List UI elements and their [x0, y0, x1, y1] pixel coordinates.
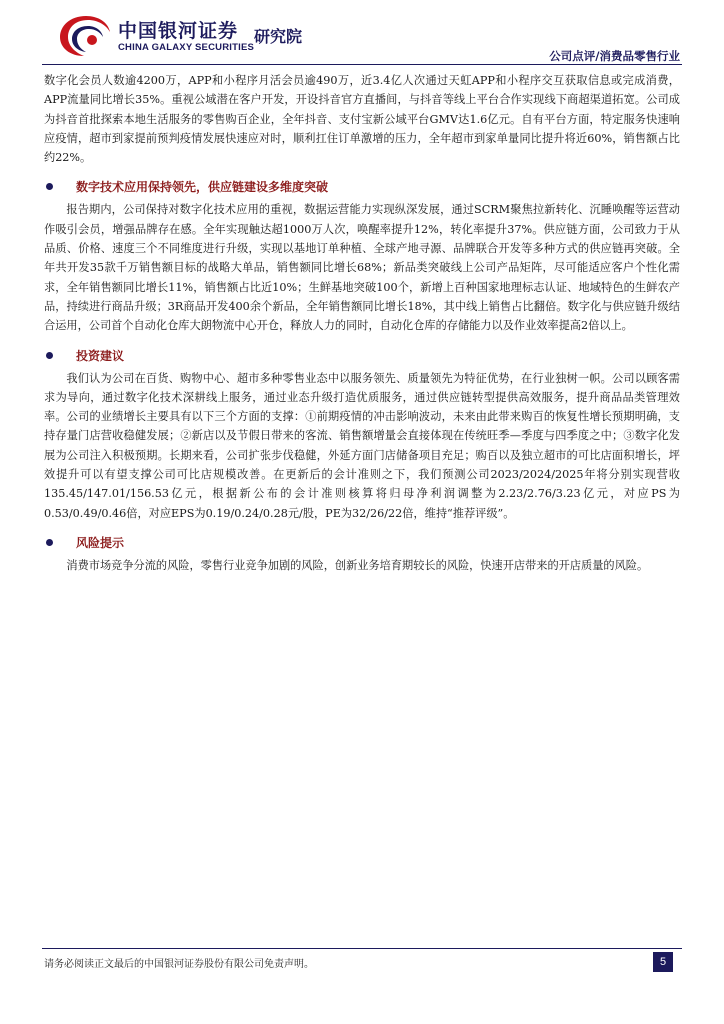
section-heading — [44, 533, 680, 553]
page-header — [0, 0, 724, 70]
section-title-investment: 投资建议 — [76, 348, 125, 363]
section-heading — [44, 346, 680, 366]
bullet-icon — [46, 539, 53, 546]
section-title-digital: 数字技术应用保持领先，供应链建设多维度突破 — [76, 180, 329, 195]
brand-name-en: CHINA GALAXY SECURITIES — [118, 42, 255, 53]
institute-label: 研究院 — [254, 27, 303, 46]
page-number: 5 — [653, 952, 673, 972]
bullet-icon — [46, 352, 53, 359]
header-divider — [42, 64, 682, 65]
galaxy-logo-icon — [58, 12, 114, 58]
section-title-risk: 风险提示 — [76, 535, 125, 550]
section-paragraph: 报告期内，公司保持对数字化技术应用的重视，数据运营能力实现纵深发展，通过SCRM聚焦拉新转化、沉睡唤醒等运营动作吸引会员，增强品牌存在感。全年实现触达超1000万人次，唤醒率提升12%，转化率提升37%。供应链方面，公司致力于从品质、价格、速度三个不同维度进行升级，实现以基地订单种植、全球产地寻源、品牌联合开发等多种方式的供应链再突破。全年共开发35款千万销售额目标的战略大单品，销售额同比增长68%；新品类突破线上公司产品矩阵，尽可能适应客户个性化需求，全年销售额同比增长11%，销售额占比近10%；生鲜基地突破100个，新增上百种国家地理标志认证、地域特色的生鲜农产品，持续进行商品升级；3R商品开发400余个新品，全年销售额同比增长18%，其中线上销售占比翻倍。数字化与供应链升级结合运用，公司首个自动化仓库大朗物流中心开仓，释放人力的同时，自动化仓库的存储能力以及作业效率提高2倍以上。 — [44, 203, 680, 333]
section-paragraph: 消费市场竞争分流的风险，零售行业竞争加剧的风险，创新业务培育期较长的风险，快速开店带来的开店质量的风险。 — [66, 558, 649, 572]
section-heading — [44, 177, 680, 197]
intro-paragraph: 数字化会员人数逾4200万，APP和小程序月活会员逾490万，近3.4亿人次通过天虹APP和小程序交互获取信息或完成消费，APP流量同比增长35%。重视公域潜在客户开发，开设抖音官方直播间，与抖音等线上平台合作实现线下商超渠道拓宽。公司成为抖音首批探索本地生活服务的零售购百企业，全年抖音、支付宝新公域平台GMV达1.6亿元。自有平台方面，特定服务快速响应疫情，超市到家提前预判疫情发展快速应对时，顺利扛住订单激增的压力，全年超市到家单量同比提升将近60%，销售额占比约22%。 — [44, 74, 680, 165]
footer-disclaimer: 请务必阅读正文最后的中国银河证券股份有限公司免责声明。 — [44, 959, 314, 970]
report-body — [44, 71, 680, 575]
footer-divider — [42, 948, 682, 949]
brand-name-cn: 中国银河证券 — [118, 20, 239, 42]
section-paragraph: 我们认为公司在百货、购物中心、超市多种零售业态中以服务领先、质量领先为特征优势，在行业独树一帜。公司以顾客需求为导向，通过数字化技术深耕线上服务，通过业态升级打造优质服务，通过供应链转型提供高效服务，提升商品品类管理效率。公司的业绩增长主要具有以下三个方面的支撑：①前期疫情的冲击影响波动，未来由此带来购百的恢复性增长预期明确，支持存量门店营收稳健发展；②新店以及节假日带来的客流、销售额增量会直接体现在传统旺季—季度与四季度之中；③数字化发展为公司注入积极预期。长期来看，公司扩张步伐稳健，外延方面门店储备项目充足；购百以及独立超市的可比店面积增长，坪效提升可以有望支撑公司可比店规模改善。在更新后的会计准则之下，我们预测公司2023/2024/2025年将分别实现营收135.45/147.01/156.53亿元，根据新公布的会计准则核算将归母净利润调整为2.23/2.76/3.23亿元，对应PS为0.53/0.49/0.46倍，对应EPS为0.19/0.24/0.28元/股，PE为32/26/22倍，维持“推荐评级”。 — [44, 371, 680, 520]
bullet-icon — [46, 183, 53, 190]
report-category: 公司点评/消费品零售行业 — [549, 49, 680, 63]
